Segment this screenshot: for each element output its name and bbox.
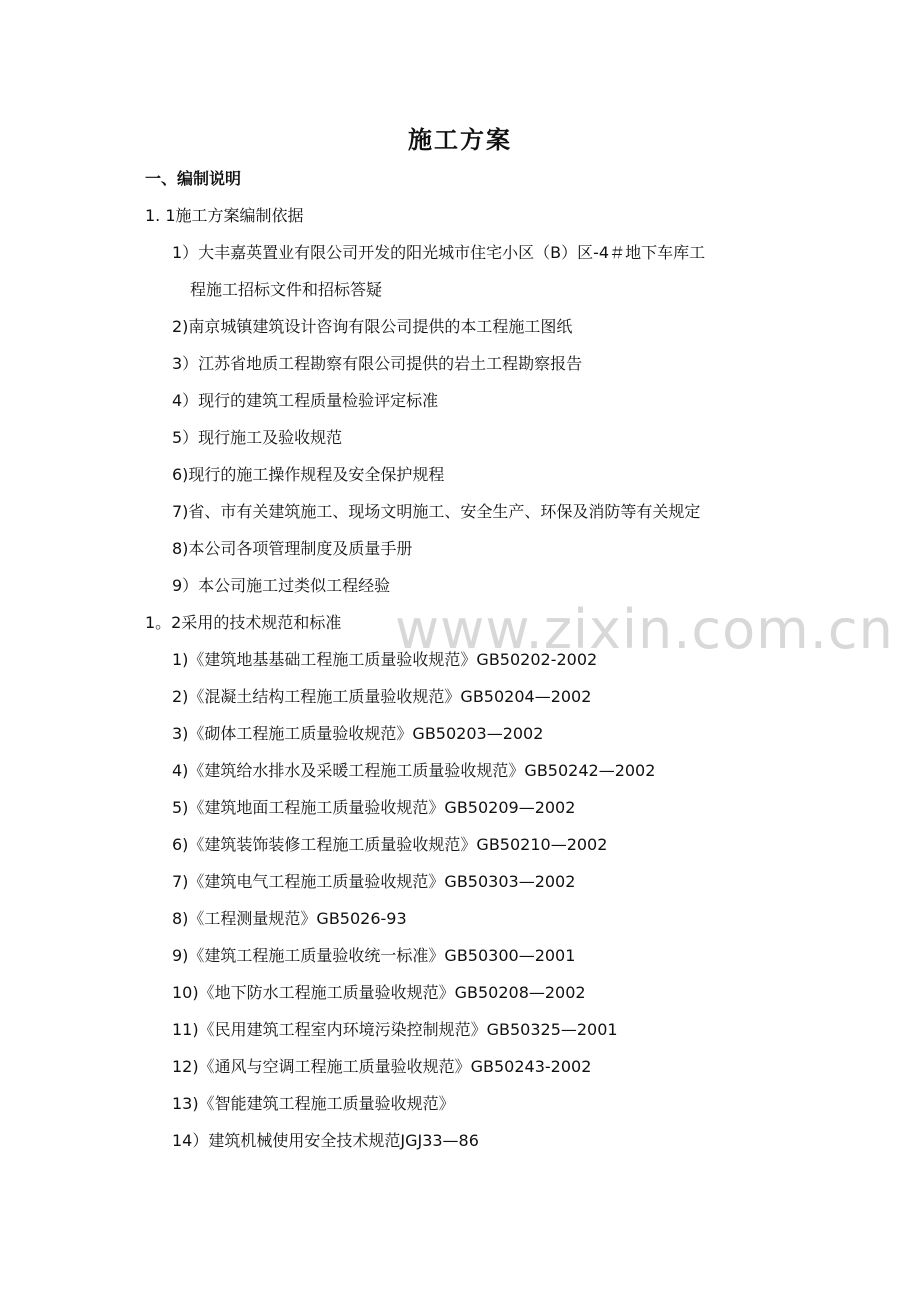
basis-item: 2)南京城镇建筑设计咨询有限公司提供的本工程施工图纸: [172, 317, 573, 336]
basis-item: 7)省、市有关建筑施工、现场文明施工、安全生产、环保及消防等有关规定: [172, 502, 701, 521]
standard-item: 12)《通风与空调工程施工质量验收规范》GB50243-2002: [172, 1057, 592, 1076]
basis-item-continuation: 程施工招标文件和招标答疑: [190, 280, 383, 299]
page-title: 施工方案: [408, 125, 512, 154]
basis-item: 6)现行的施工操作规程及安全保护规程: [172, 465, 445, 484]
standard-item: 5)《建筑地面工程施工质量验收规范》GB50209—2002: [172, 798, 576, 817]
subsection-heading: 1. 1施工方案编制依据: [145, 206, 304, 225]
standard-item: 14）建筑机械使用安全技术规范JGJ33—86: [172, 1131, 479, 1150]
basis-item: 1）大丰嘉英置业有限公司开发的阳光城市住宅小区（B）区-4＃地下车库工: [172, 243, 706, 262]
watermark: www.zixin.com.cn: [395, 598, 894, 661]
standard-item: 7)《建筑电气工程施工质量验收规范》GB50303—2002: [172, 872, 576, 891]
subsection-heading: 1。2采用的技术规范和标准: [145, 613, 342, 632]
basis-item: 5）现行施工及验收规范: [172, 428, 343, 447]
basis-item: 8)本公司各项管理制度及质量手册: [172, 539, 413, 558]
standard-item: 4)《建筑给水排水及采暖工程施工质量验收规范》GB50242—2002: [172, 761, 656, 780]
basis-item: 3）江苏省地质工程勘察有限公司提供的岩土工程勘察报告: [172, 354, 583, 373]
standard-item: 2)《混凝土结构工程施工质量验收规范》GB50204—2002: [172, 687, 592, 706]
standard-item: 1)《建筑地基基础工程施工质量验收规范》GB50202-2002: [172, 650, 598, 669]
section-heading: 一、编制说明: [145, 169, 242, 188]
standard-item: 11)《民用建筑工程室内环境污染控制规范》GB50325—2001: [172, 1020, 618, 1039]
basis-item: 4）现行的建筑工程质量检验评定标准: [172, 391, 439, 410]
basis-item: 9）本公司施工过类似工程经验: [172, 576, 391, 595]
standard-item: 9)《建筑工程施工质量验收统一标准》GB50300—2001: [172, 946, 576, 965]
standard-item: 6)《建筑装饰装修工程施工质量验收规范》GB50210—2002: [172, 835, 608, 854]
standard-item: 10)《地下防水工程施工质量验收规范》GB50208—2002: [172, 983, 586, 1002]
standard-item: 13)《智能建筑工程施工质量验收规范》: [172, 1094, 455, 1113]
standard-item: 8)《工程测量规范》GB5026-93: [172, 909, 407, 928]
standard-item: 3)《砌体工程施工质量验收规范》GB50203—2002: [172, 724, 544, 743]
